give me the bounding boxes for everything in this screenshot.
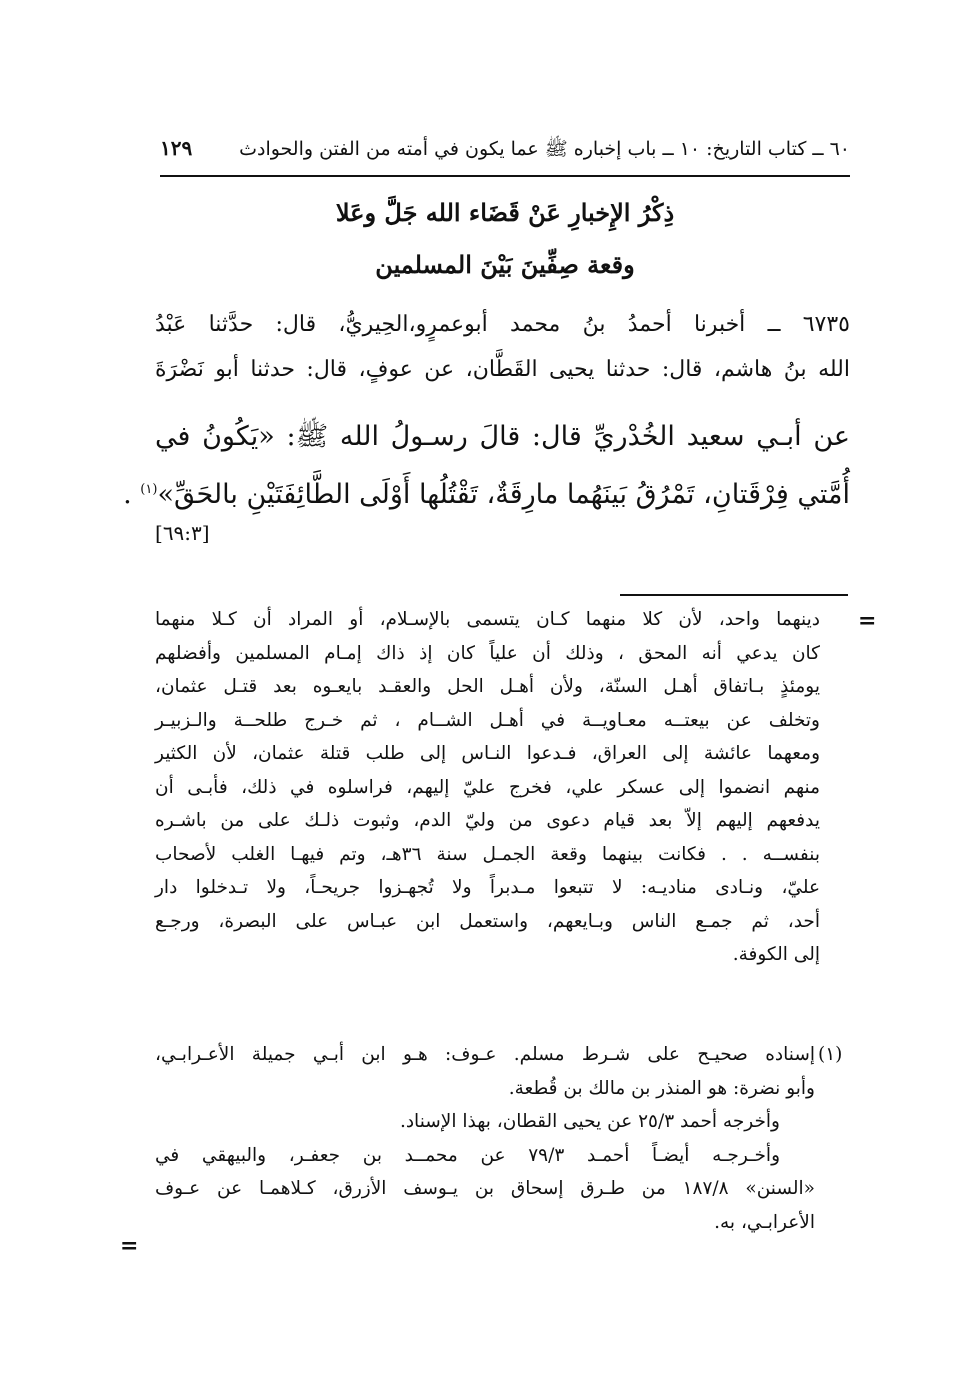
footnote-line: «السنن» ١٨٧/٨ من طـرق إسحاق بن يـوسف الأزرق، كـلاهمـا عن عـوف bbox=[155, 1178, 815, 1199]
footnote-line: الأعرابـي، به. bbox=[714, 1211, 815, 1233]
footnote-continuation bbox=[155, 603, 820, 972]
matn-line-last bbox=[123, 463, 850, 521]
footnote-line: إسناده صحيـح على شـرط مسلم. عـوف: هـو ابن أبـي جميلة الأعـرابـي، bbox=[155, 1044, 815, 1065]
chapter-subtitle: وقعة صِفِّينَ بَيْنَ المسلمين bbox=[375, 250, 635, 279]
footnote-line: أحد، ثم جمـع الناس وبـايعهم، واستعمل ابن عبـاس على البصرة، ورجـع bbox=[155, 910, 820, 932]
isnad-line: الله بنُ هاشم، قال: حدثنا يحيى القَطَّان، عن عوفٍ، قال: حدثنا أبو نَضْرَةَ bbox=[155, 357, 850, 382]
header-divider bbox=[160, 175, 850, 177]
hadith-isnad bbox=[155, 302, 850, 392]
footnote-1-marker: (١) bbox=[818, 1044, 843, 1065]
footnote-line: منهم انضموا إلى عسكر علي، فخرج عليّ إليهم، فراسلوه في ذلك، فأبـى أن bbox=[155, 776, 820, 798]
footnote-line: إلى الكوفة. bbox=[732, 944, 820, 965]
footnote-line: عليّ، ونـادى مناديـه: لا تتبعوا مـدبراً ولا تُجهـزوا جريحـاً، ولا تـدخلوا دار bbox=[155, 877, 820, 898]
footnote-line: بنفســه . . فكانت بينهما وقعة الجمـل سنة ٣٦هـ، وتم فيهـا الغلب لأصحاب bbox=[155, 843, 820, 865]
running-header bbox=[160, 136, 850, 165]
footnote-line: وأخـرجـه أيضـاً أحمـد ٧٩/٣ عن محمــد بن جعفـر، والبيهقي في bbox=[155, 1144, 781, 1166]
footnote-line: يومئذٍ بـاتفاق أهـل السنّة، ولأن أهـل الحل والعقـد بايعـوه بعد قتـل عثمان، bbox=[155, 676, 820, 697]
continuation-mark: = bbox=[858, 608, 877, 634]
isnad-line: ٦٧٣٥ ــ أخبرنا أحمدُ بنُ محمد أبوعمرٍو،الحِيريُّ، قال: حدَّثنا عَبْدُ bbox=[155, 312, 850, 337]
end-mark: . bbox=[123, 479, 132, 510]
continues-mark: = bbox=[120, 1233, 139, 1259]
hadith-matn bbox=[123, 410, 850, 521]
matn-text: أُمَّتي فِرْقَتانِ، تَمْرُقُ بَينَهُما مارِقَةٌ، تَقْتُلُها أَوْلَى الطَّائِفَتَيْنِ بالحَقِّ» bbox=[157, 479, 850, 510]
header-title: ٦٠ ــ كتاب التاريخ: ١٠ ــ باب إخباره ﷺ عما يكون في أمته من الفتن والحوادث bbox=[239, 138, 850, 160]
matn-line: عن أبـي سعيد الخُدْريِّ قال: قالَ رسـولُ الله ﷺ: «يَكُونُ في bbox=[155, 421, 850, 452]
footnote-1 bbox=[155, 1038, 815, 1239]
footnote-line: يدفعهم إليهم إلاّ بعد قيام دعوى من وليّ الدم، وثبوت ذلـك على من باشـره bbox=[155, 810, 820, 831]
page-number: ١٢٩ bbox=[160, 136, 193, 160]
footnote-line: وتخلف عن بيعتــه معـاويــة في أهـل الشــام ، ثم خـرج طلحــة والـزبيـر bbox=[155, 709, 820, 731]
footnote-reference: (١) bbox=[140, 482, 158, 497]
footnote-line: وأخرجه أحمد ٢٥/٣ عن يحيى القطان، بهذا الإسناد. bbox=[399, 1111, 780, 1132]
source-reference: [٦٩:٣] bbox=[155, 521, 210, 545]
footnote-line: ومعهما عائشة إلى العراق، فـدعوا النـاس إلى طلب قتلة عثمان، لأن الكثير bbox=[155, 743, 820, 764]
footnote-line: دينهما واحد، لأن كلا منهما كـان يتسمى بالإسـلام، أو المراد أن كـلا منهما bbox=[155, 609, 820, 630]
footnote-line: وأبو نضرة: هو المنذر بن مالك بن قُطعة. bbox=[508, 1077, 815, 1099]
footnote-divider bbox=[620, 594, 848, 596]
chapter-title: ذِكْرُ الإِخبارِ عَنْ قَضَاء الله جَلَّ وعَلا bbox=[335, 198, 675, 227]
footnote-line: كان يدعي أنه المحق ، وذلك أن علياً كان إذ ذاك إمـام المسلمين وأفضلهم bbox=[155, 642, 820, 664]
